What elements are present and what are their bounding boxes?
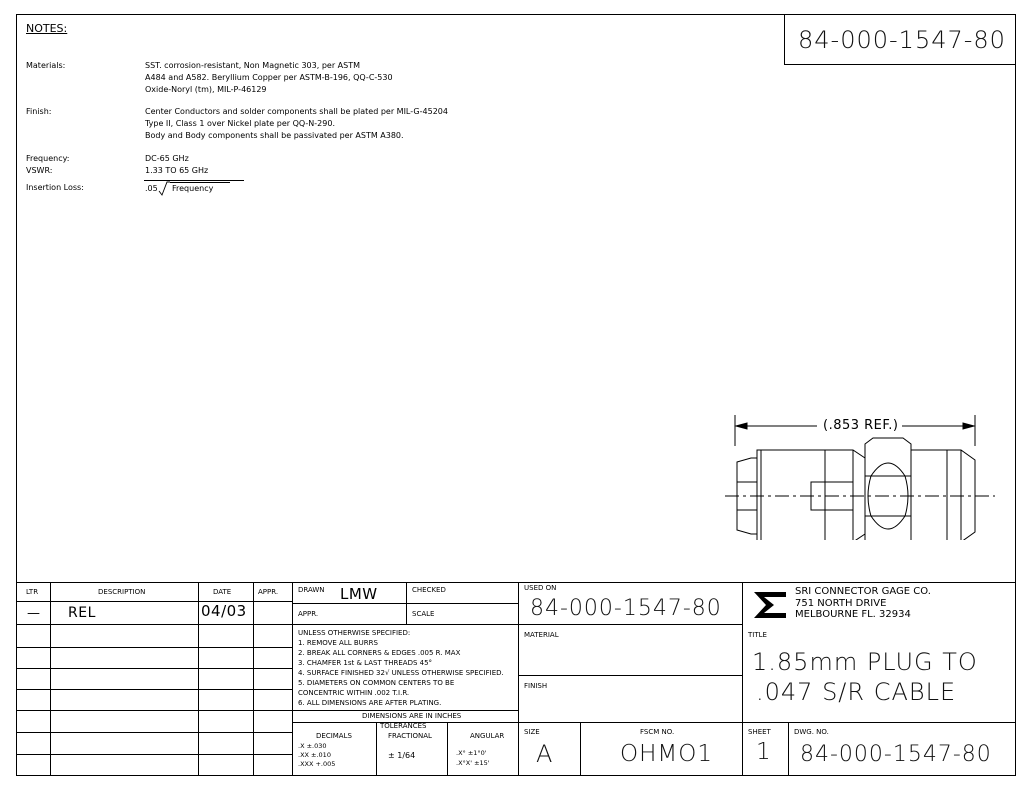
rev-col-1 — [50, 582, 51, 776]
sheet-value: 1 — [756, 739, 772, 765]
dwg-label: DWG. NO. — [794, 728, 829, 736]
radical-bar — [170, 182, 230, 183]
scale-label: SCALE — [412, 610, 435, 618]
note-label-frequency: Frequency: — [26, 154, 70, 163]
size-value: A — [536, 740, 554, 768]
rev-row-line — [16, 710, 292, 711]
title-label: TITLE — [748, 631, 767, 639]
dwg-value: 84-000-1547-80 — [800, 742, 992, 767]
note-finish-line1: Center Conductors and solder components shall be plated per MIL-G-45204 — [145, 107, 448, 116]
rev-header-ltr: LTR — [26, 588, 39, 596]
rev-col-2 — [198, 582, 199, 776]
fractional-label: FRACTIONAL — [388, 732, 432, 740]
rev-col-4 — [292, 582, 293, 776]
note-insertion-variable: Frequency — [172, 184, 214, 193]
rev-row-line — [16, 601, 292, 602]
decimals-0: .X ±.030 — [298, 742, 327, 750]
notes-top-line — [292, 624, 742, 625]
decimals-label: DECIMALS — [316, 732, 352, 740]
angular-label: ANGULAR — [470, 732, 505, 740]
block-divider-518 — [518, 582, 519, 776]
angular-0: .X° ±1°0' — [456, 749, 487, 757]
rev-header-appr: APPR. — [258, 588, 279, 596]
note-insertion-coefficient: .05 — [145, 184, 158, 193]
decimals-1: .XX ±.010 — [298, 751, 331, 759]
company-address: 751 NORTH DRIVE — [795, 598, 887, 609]
drawn-label: DRAWN — [298, 586, 325, 594]
rev-date-cell: 04/03 — [201, 602, 247, 620]
sheet-divider — [788, 722, 789, 776]
general-note-7: 6. ALL DIMENSIONS ARE AFTER PLATING. — [298, 699, 442, 707]
note-label-insertion-loss: Insertion Loss: — [26, 183, 84, 192]
fscm-label: FSCM NO. — [640, 728, 675, 736]
drawn-value: LMW — [340, 585, 378, 603]
finish-label: FINISH — [524, 682, 548, 690]
rev-row-line — [16, 647, 292, 648]
angular-1: .X°X' ±15' — [456, 759, 490, 767]
note-materials-line1: SST. corrosion-resistant, Non Magnetic 303, per ASTM — [145, 61, 360, 70]
rev-ltr-cell: — — [27, 606, 41, 621]
tolerance-heading-1: DIMENSIONS ARE IN INCHES — [362, 712, 462, 720]
sigma-logo-icon — [752, 590, 788, 620]
size-label: SIZE — [524, 728, 540, 736]
rev-header-date: DATE — [213, 588, 232, 596]
size-divider — [580, 722, 581, 776]
note-finish-line3: Body and Body components shall be passivated per ASTM A380. — [145, 131, 404, 140]
company-name: SRI CONNECTOR GAGE CO. — [795, 586, 931, 597]
sheet-label: SHEET — [748, 728, 771, 736]
note-label-finish: Finish: — [26, 107, 52, 116]
used-on-value: 84-000-1547-80 — [530, 596, 722, 621]
tolerance-heading-2: TOLERANCES — [380, 722, 427, 730]
tolerance-col-1 — [376, 722, 377, 776]
corner-box-bottom — [784, 64, 1016, 65]
general-note-4: 4. SURFACE FINISHED 32√ UNLESS OTHERWISE SPECIFIED. — [298, 669, 504, 677]
rev-col-3 — [253, 582, 254, 776]
note-materials-line3: Oxide-Noryl (tm), MIL-P-46129 — [145, 85, 267, 94]
notes-heading: NOTES: — [26, 22, 68, 35]
rev-row-line — [16, 754, 292, 755]
general-note-3: 3. CHAMFER 1st & LAST THREADS 45° — [298, 659, 433, 667]
material-label: MATERIAL — [524, 631, 559, 639]
rev-row-line — [16, 689, 292, 690]
general-note-0: UNLESS OTHERWISE SPECIFIED: — [298, 629, 411, 637]
note-materials-line2: A484 and A582. Beryllium Copper per ASTM-B-196, QQ-C-530 — [145, 73, 393, 82]
general-note-1: 1. REMOVE ALL BURRS — [298, 639, 378, 647]
rev-row-line — [16, 624, 292, 625]
checked-label: CHECKED — [412, 586, 446, 594]
note-label-materials: Materials: — [26, 61, 66, 70]
general-note-2: 2. BREAK ALL CORNERS & EDGES .005 R. MAX — [298, 649, 461, 657]
rev-row-line — [16, 668, 292, 669]
tolerance-col-2 — [447, 722, 448, 776]
rev-description-cell: REL — [68, 605, 96, 621]
title-line-2: .047 S/R CABLE — [756, 678, 957, 706]
note-finish-line2: Type II, Class 1 over Nickel plate per QQ-N-290. — [145, 119, 335, 128]
note-frequency-value: DC-65 GHz — [145, 154, 189, 163]
finish-top-line — [518, 675, 742, 676]
rev-row-line — [16, 732, 292, 733]
note-label-vswr: VSWR: — [26, 166, 53, 175]
used-on-label: USED ON — [524, 584, 557, 592]
square-root-icon — [158, 181, 170, 197]
block-divider-742 — [742, 582, 743, 776]
company-city: MELBOURNE FL. 32934 — [795, 609, 911, 620]
title-line-1: 1.85mm PLUG TO — [752, 648, 978, 676]
general-note-6: CONCENTRIC WITHIN .002 T.I.R. — [298, 689, 410, 697]
fractional-value: ± 1/64 — [388, 751, 416, 760]
dimension-label: (.853 REF.) — [820, 419, 902, 432]
appr-label: APPR. — [298, 610, 319, 618]
size-top-line — [518, 722, 1016, 723]
drawn-row-line — [292, 603, 518, 604]
tolerance-top-line — [292, 710, 518, 711]
fscm-value: OHMO1 — [620, 741, 713, 767]
decimals-2: .XXX +.005 — [298, 760, 336, 768]
note-vswr-value: 1.33 TO 65 GHz — [145, 166, 209, 175]
general-note-5: 5. DIAMETERS ON COMMON CENTERS TO BE — [298, 679, 455, 687]
rev-header-description: DESCRIPTION — [98, 588, 146, 596]
corner-part-number: 84-000-1547-80 — [798, 26, 1006, 54]
title-block-top — [16, 582, 1016, 583]
corner-box-left — [784, 14, 785, 64]
